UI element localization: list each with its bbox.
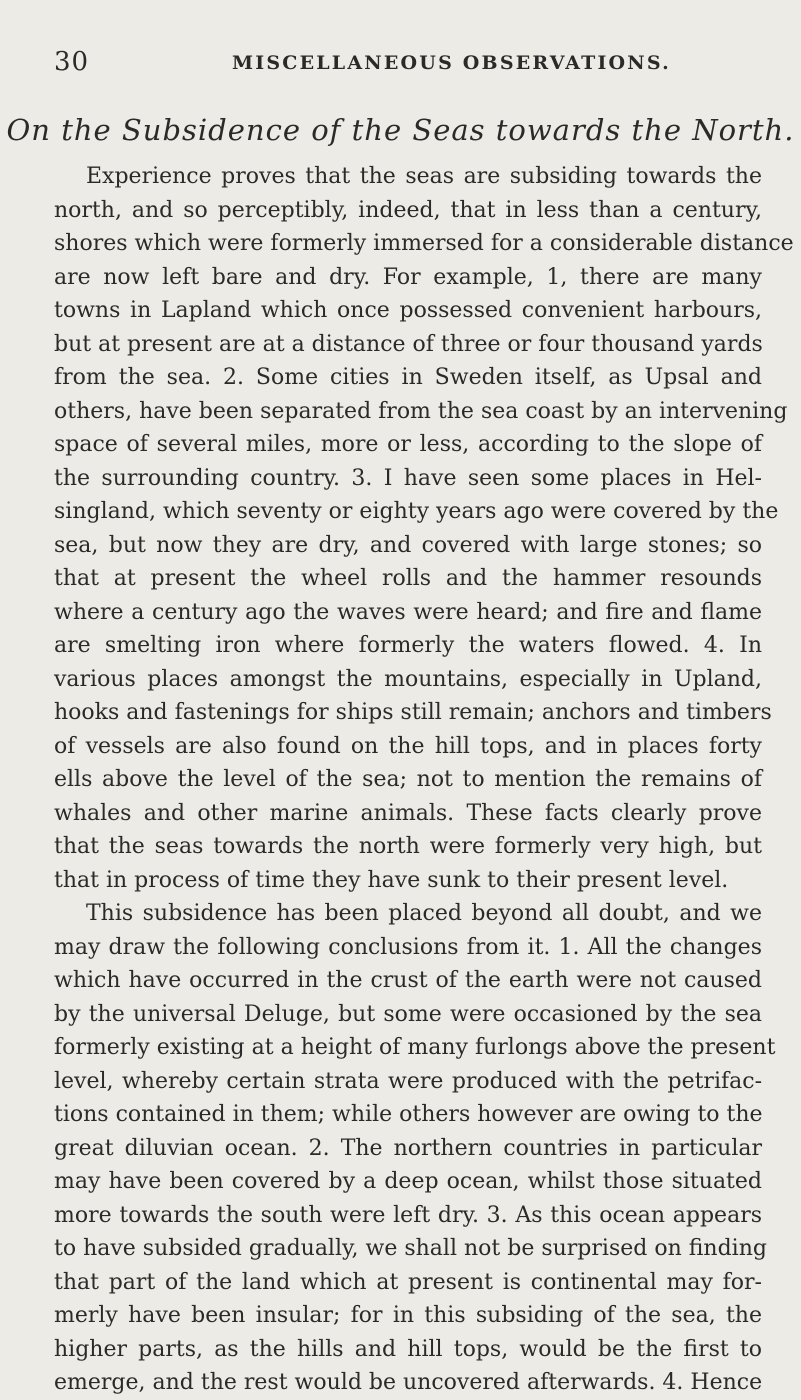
text-line: of vessels are also found on the hill tops, and in places forty <box>54 733 762 759</box>
text-line: higher parts, as the hills and hill tops, would be the first to <box>54 1336 762 1362</box>
text-line: to have subsided gradually, we shall not be surprised on finding <box>54 1236 767 1261</box>
text-line: the surrounding country. 3. I have seen some places in Hel- <box>54 465 762 491</box>
text-line: ells above the level of the sea; not to mention the remains of <box>54 767 762 792</box>
text-line: tions contained in them; while others however are owing to the <box>54 1102 763 1127</box>
running-head-title: MISCELLANEOUS OBSERVATIONS. <box>232 52 671 74</box>
text-line: whales and other marine animals. These facts clearly prove <box>54 800 762 826</box>
text-line: that at present the wheel rolls and the hammer resounds <box>54 566 762 591</box>
text-line: formerly existing at a height of many furlongs above the present <box>54 1035 776 1060</box>
text-line: that part of the land which at present is continental may for- <box>54 1269 762 1295</box>
text-line: hooks and fastenings for ships still remain; anchors and timbers <box>54 700 772 725</box>
text-line: may draw the following conclusions from it. 1. All the changes <box>54 934 762 960</box>
running-head <box>46 47 756 77</box>
text-line: singland, which seventy or eighty years ago were covered by the <box>54 499 779 524</box>
text-line: may have been covered by a deep ocean, whilst those situated <box>54 1169 762 1194</box>
text-line: but at present are at a distance of three or four thousand yards <box>54 331 763 357</box>
text-line: by the universal Deluge, but some were occasioned by the sea <box>54 1001 762 1027</box>
text-line: north, and so perceptibly, indeed, that in less than a century, <box>54 197 762 223</box>
text-line: are smelting iron where formerly the waters flowed. 4. In <box>54 633 762 658</box>
text-line: merly have been insular; for in this subsiding of the sea, the <box>54 1303 762 1328</box>
text-line: which have occurred in the crust of the earth were not caused <box>54 968 762 993</box>
paragraph-2 <box>54 897 776 1400</box>
body-text <box>54 160 794 1400</box>
paragraph-1 <box>54 160 794 897</box>
text-line: where a century ago the waves were heard; and fire and flame <box>54 599 762 625</box>
text-line: shores which were formerly immersed for a considerable distance <box>54 231 794 256</box>
text-line: more towards the south were left dry. 3. As this ocean appears <box>54 1202 762 1228</box>
text-line: sea, but now they are dry, and covered with large stones; so <box>54 532 762 558</box>
text-line: great diluvian ocean. 2. The northern countries in particular <box>54 1135 762 1161</box>
text-line: level, whereby certain strata were produced with the petrifac- <box>54 1068 762 1094</box>
text-line: emerge, and the rest would be uncovered afterwards. 4. Hence <box>54 1370 763 1395</box>
text-line: This subsidence has been placed beyond all doubt, and we <box>86 901 762 926</box>
text-line: space of several miles, more or less, according to the slope of <box>54 432 762 457</box>
text-line: that in process of time they have sunk to their present level. <box>54 867 729 893</box>
text-line: from the sea. 2. Some cities in Sweden itself, as Upsal and <box>54 365 762 390</box>
section-title: On the Subsidence of the Seas towards the North. <box>6 113 795 147</box>
text-line: Experience proves that the seas are subsiding towards the <box>86 164 762 189</box>
text-line: are now left bare and dry. For example, 1, there are many <box>54 264 762 290</box>
text-line: that the seas towards the north were formerly very high, but <box>54 834 762 859</box>
text-line: others, have been separated from the sea coast by an intervening <box>54 398 788 424</box>
page-number: 30 <box>54 47 90 77</box>
text-line: various places amongst the mountains, especially in Upland, <box>54 666 762 692</box>
text-line: towns in Lapland which once possessed convenient harbours, <box>54 298 762 323</box>
